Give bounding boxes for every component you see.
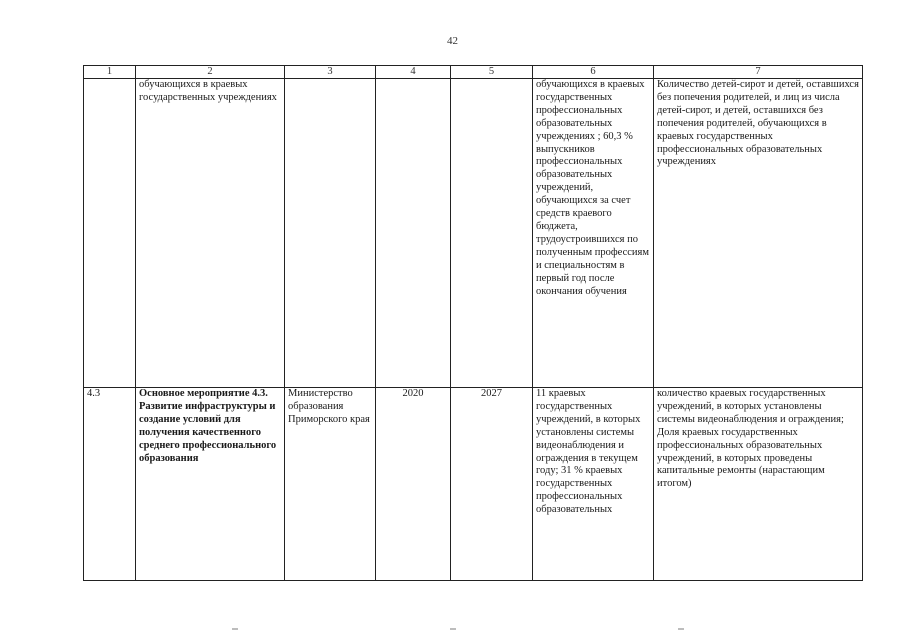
result-cell: обучающихся в краевых государственных профессиональных образовательных учреждениях ; 60,3 % выпускников профессиональных образовательных учреждений, обучающихся за счет средств краевого бюджета, трудоустроившихся по полученным профессиям и специальностям в первый год после окончания обучения bbox=[533, 79, 654, 388]
start-year-cell bbox=[376, 79, 451, 388]
row-number-cell bbox=[84, 79, 136, 388]
activity-cell: Основное мероприятие 4.3. Развитие инфраструктуры и создание условий для получения качественного среднего профессионального образования bbox=[136, 388, 285, 581]
indicator-cell: Количество детей-сирот и детей, оставшихся без попечения родителей, и лиц из числа детей-сирот, и детей, оставшихся без попечения родителей, обучающихся в краевых государственных профессиональных образовательных учреждениях bbox=[654, 79, 863, 388]
executor-cell bbox=[285, 79, 376, 388]
table-row bbox=[84, 388, 863, 581]
table-row bbox=[84, 79, 863, 388]
executor-cell: Министерство образования Приморского края bbox=[285, 388, 376, 581]
indicator-cell: количество краевых государственных учреждений, в которых установлены системы видеонаблюдения и ограждения; Доля краевых государственных профессиональных образовательных учреждений, в которых проведены капитальные ремонты (нарастающим итогом) bbox=[654, 388, 863, 581]
column-number: 4 bbox=[376, 66, 451, 79]
scan-marks bbox=[0, 628, 905, 638]
scan-artifact bbox=[678, 628, 684, 630]
row-number-cell: 4.3 bbox=[84, 388, 136, 581]
scan-artifact bbox=[232, 628, 238, 630]
page-number: 42 bbox=[447, 35, 458, 47]
result-cell: 11 краевых государственных учреждений, в которых установлены системы видеонаблюдения и ограждения в текущем году; 31 % краевых государственных профессиональных образовательных bbox=[533, 388, 654, 581]
column-number: 3 bbox=[285, 66, 376, 79]
column-number-row bbox=[84, 66, 863, 79]
scan-artifact bbox=[450, 628, 456, 630]
end-year-cell bbox=[451, 79, 533, 388]
column-number: 7 bbox=[654, 66, 863, 79]
activity-cell: обучающихся в краевых государственных учреждениях bbox=[136, 79, 285, 388]
column-number: 6 bbox=[533, 66, 654, 79]
column-number: 1 bbox=[84, 66, 136, 79]
program-table bbox=[83, 65, 863, 581]
column-number: 5 bbox=[451, 66, 533, 79]
start-year-cell: 2020 bbox=[376, 388, 451, 581]
end-year-cell: 2027 bbox=[451, 388, 533, 581]
column-number: 2 bbox=[136, 66, 285, 79]
